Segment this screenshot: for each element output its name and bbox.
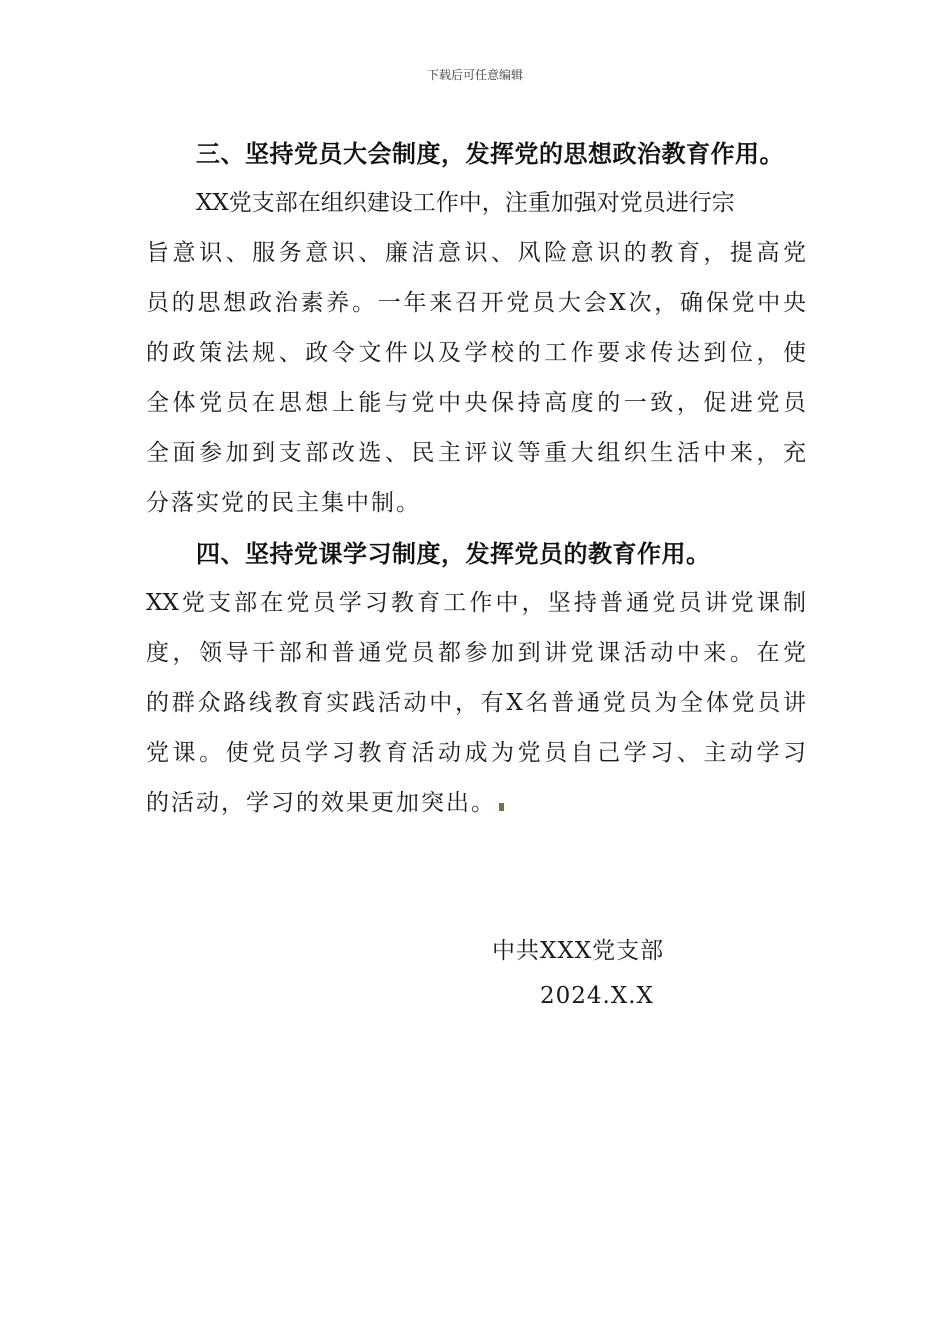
section4-line-1: XX党支部在党员学习教育工作中，坚持普通党员讲党课制 [146, 590, 806, 616]
section3-line-2: 旨意识、服务意识、廉洁意识、风险意识的教育，提高党 [146, 240, 806, 266]
signature-date: 2024.X.X [540, 983, 654, 1009]
section3-line-4: 的政策法规、政令文件以及学校的工作要求传达到位，使 [146, 340, 806, 366]
header-note: 下载后可任意编辑 [426, 68, 523, 82]
section3-line-5: 全体党员在思想上能与党中央保持高度的一致，促进党员 [146, 390, 806, 416]
section3-line-3: 员的思想政治素养。一年来召开党员大会X次，确保党中央 [146, 290, 806, 316]
section4-line-4: 党课。使党员学习教育活动成为党员自己学习、主动学习 [146, 740, 806, 766]
section4-line-2: 度，领导干部和普通党员都参加到讲党课活动中来。在党 [146, 640, 806, 666]
text-cursor-mark [499, 803, 504, 811]
section3-heading: 三、坚持党员大会制度，发挥党的思想政治教育作用。 [196, 140, 784, 168]
section3-line-6: 全面参加到支部改选、民主评议等重大组织生活中来，充 [146, 440, 806, 466]
section4-line-5: 的活动，学习的效果更加突出。 [146, 790, 496, 816]
section3-line-1: XX党支部在组织建设工作中，注重加强对党员进行宗 [196, 190, 735, 216]
section4-line-3: 的群众路线教育实践活动中，有X名普通党员为全体党员讲 [146, 690, 806, 716]
section4-heading: 四、坚持党课学习制度，发挥党员的教育作用。 [196, 540, 711, 568]
section3-line-7: 分落实党的民主集中制。 [146, 490, 421, 516]
signature-org: 中共XXX党支部 [492, 938, 665, 964]
section4-line-5-wrap [146, 784, 806, 817]
